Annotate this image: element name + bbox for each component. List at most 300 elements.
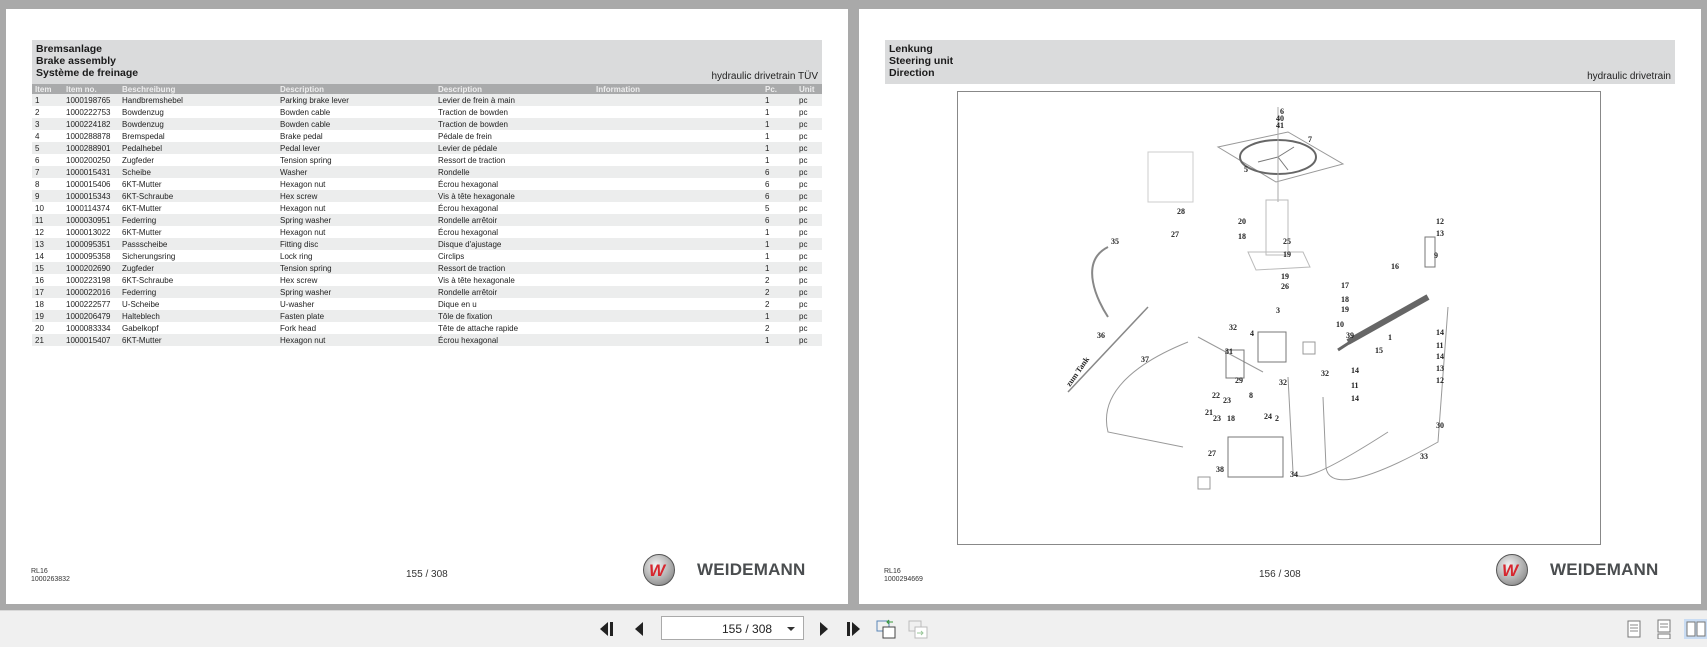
next-page-icon	[814, 619, 834, 639]
svg-text:15: 15	[1375, 346, 1383, 355]
svg-text:32: 32	[1279, 378, 1287, 387]
name-french: Vis à tête hexagonale	[435, 274, 593, 286]
name-german: Federring	[119, 286, 277, 298]
part-number: 1000222577	[63, 298, 119, 310]
quantity: 1	[759, 226, 796, 238]
unit: pc	[796, 298, 822, 310]
svg-text:23: 23	[1213, 414, 1221, 423]
name-french: Écrou hexagonal	[435, 226, 593, 238]
svg-text:40: 40	[1276, 114, 1284, 123]
variant-label: hydraulic drivetrain TÜV	[711, 71, 818, 82]
item-number: 7	[32, 166, 63, 178]
information	[593, 154, 759, 166]
section-header	[32, 40, 822, 84]
brand-wordmark: WEIDEMANN	[697, 560, 806, 579]
name-german: U-Scheibe	[119, 298, 277, 310]
part-number: 1000288901	[63, 142, 119, 154]
table-row	[32, 94, 822, 106]
part-number: 1000013022	[63, 226, 119, 238]
first-page-button[interactable]	[598, 619, 618, 639]
name-english: Hexagon nut	[277, 202, 435, 214]
last-page-icon	[843, 619, 863, 639]
svg-text:10: 10	[1336, 320, 1344, 329]
part-number: 1000288878	[63, 130, 119, 142]
information	[593, 322, 759, 334]
unit: pc	[796, 154, 822, 166]
name-german: 6KT-Schraube	[119, 190, 277, 202]
quantity: 1	[759, 154, 796, 166]
item-number: 10	[32, 202, 63, 214]
name-german: 6KT-Mutter	[119, 202, 277, 214]
name-german: Federring	[119, 214, 277, 226]
svg-text:18: 18	[1238, 232, 1246, 241]
item-number: 12	[32, 226, 63, 238]
name-german: Handbremshebel	[119, 94, 277, 106]
unit: pc	[796, 142, 822, 154]
svg-text:21: 21	[1205, 408, 1213, 417]
part-number: 1000022016	[63, 286, 119, 298]
name-french: Tôle de fixation	[435, 310, 593, 322]
information	[593, 214, 759, 226]
quantity: 1	[759, 262, 796, 274]
first-page-icon	[598, 619, 618, 639]
part-number: 1000015407	[63, 334, 119, 346]
information	[593, 142, 759, 154]
table-row	[32, 106, 822, 118]
unit: pc	[796, 94, 822, 106]
name-english: Hex screw	[277, 190, 435, 202]
quantity: 1	[759, 142, 796, 154]
svg-text:37: 37	[1141, 355, 1149, 364]
svg-text:30: 30	[1436, 421, 1444, 430]
brand-wordmark: WEIDEMANN	[1550, 560, 1659, 579]
section-header	[885, 40, 1675, 84]
item-number: 13	[32, 238, 63, 250]
page-left	[6, 9, 848, 604]
name-french: Rondelle	[435, 166, 593, 178]
part-number: 1000015406	[63, 178, 119, 190]
information	[593, 118, 759, 130]
unit: pc	[796, 310, 822, 322]
table-row	[32, 142, 822, 154]
information	[593, 130, 759, 142]
svg-text:12: 12	[1436, 217, 1444, 226]
information	[593, 226, 759, 238]
name-english: Tension spring	[277, 154, 435, 166]
name-french: Écrou hexagonal	[435, 178, 593, 190]
name-german: Scheibe	[119, 166, 277, 178]
name-english: Hexagon nut	[277, 178, 435, 190]
col-description-fr: Description	[435, 84, 593, 94]
to-tank-label: zum Tank	[1064, 355, 1092, 389]
name-german: Bremspedal	[119, 130, 277, 142]
item-number: 1	[32, 94, 63, 106]
svg-text:32: 32	[1229, 323, 1237, 332]
next-view-icon	[908, 619, 930, 641]
name-english: Hexagon nut	[277, 226, 435, 238]
unit: pc	[796, 334, 822, 346]
svg-text:11: 11	[1436, 341, 1444, 350]
svg-text:3: 3	[1276, 306, 1280, 315]
name-french: Vis à tête hexagonale	[435, 190, 593, 202]
weidemann-logo	[1496, 553, 1686, 587]
name-english: Parking brake lever	[277, 94, 435, 106]
quantity: 1	[759, 310, 796, 322]
name-german: Halteblech	[119, 310, 277, 322]
quantity: 1	[759, 94, 796, 106]
svg-text:6: 6	[1280, 107, 1284, 116]
svg-text:23: 23	[1223, 396, 1231, 405]
svg-text:13: 13	[1436, 229, 1444, 238]
table-row	[32, 154, 822, 166]
variant-label: hydraulic drivetrain	[1587, 71, 1671, 82]
svg-text:22: 22	[1212, 391, 1220, 400]
unit: pc	[796, 214, 822, 226]
svg-text:24: 24	[1264, 412, 1272, 421]
name-english: Tension spring	[277, 262, 435, 274]
quantity: 1	[759, 238, 796, 250]
quantity: 6	[759, 178, 796, 190]
svg-text:1: 1	[1388, 333, 1392, 342]
svg-text:41: 41	[1276, 121, 1284, 130]
unit: pc	[796, 118, 822, 130]
table-row	[32, 322, 822, 334]
svg-text:19: 19	[1281, 272, 1289, 281]
page-number-field[interactable]	[661, 616, 804, 640]
information	[593, 286, 759, 298]
name-english: Bowden cable	[277, 106, 435, 118]
svg-text:17: 17	[1341, 281, 1349, 290]
name-french: Écrou hexagonal	[435, 334, 593, 346]
page-number: 155 / 308	[406, 569, 448, 580]
item-number: 15	[32, 262, 63, 274]
col-unit: Unit	[796, 84, 822, 94]
col-information: Information	[593, 84, 759, 94]
item-number: 5	[32, 142, 63, 154]
col-pc: Pc.	[759, 84, 796, 94]
svg-text:5: 5	[1244, 165, 1248, 174]
table-row	[32, 274, 822, 286]
name-french: Rondelle arrêtoir	[435, 286, 593, 298]
name-english: U-washer	[277, 298, 435, 310]
name-english: Hex screw	[277, 274, 435, 286]
part-number: 1000198765	[63, 94, 119, 106]
part-number: 1000015431	[63, 166, 119, 178]
name-french: Circlips	[435, 250, 593, 262]
page-number-value: 155 / 308	[722, 622, 773, 636]
svg-text:35: 35	[1111, 237, 1119, 246]
name-english: Washer	[277, 166, 435, 178]
svg-text:2: 2	[1275, 414, 1279, 423]
quantity: 2	[759, 286, 796, 298]
svg-text:12: 12	[1436, 376, 1444, 385]
name-english: Hexagon nut	[277, 334, 435, 346]
logo-emblem-icon: W	[1496, 554, 1528, 586]
previous-page-icon	[630, 619, 650, 639]
table-row	[32, 226, 822, 238]
facing-pages-icon	[1684, 619, 1707, 639]
information	[593, 274, 759, 286]
quantity: 1	[759, 334, 796, 346]
table-row	[32, 166, 822, 178]
information	[593, 106, 759, 118]
table-row	[32, 202, 822, 214]
item-number: 14	[32, 250, 63, 262]
svg-text:31: 31	[1225, 347, 1233, 356]
page-right	[859, 9, 1701, 604]
information	[593, 334, 759, 346]
quantity: 6	[759, 190, 796, 202]
svg-text:33: 33	[1420, 452, 1428, 461]
table-row	[32, 310, 822, 322]
item-number: 3	[32, 118, 63, 130]
title-french: Direction	[889, 67, 935, 79]
quantity: 2	[759, 298, 796, 310]
table-row	[32, 262, 822, 274]
table-row	[32, 286, 822, 298]
name-french: Dique en u	[435, 298, 593, 310]
title-german: Bremsanlage	[36, 43, 102, 55]
svg-text:7: 7	[1308, 135, 1312, 144]
part-number: 1000030951	[63, 214, 119, 226]
name-french: Écrou hexagonal	[435, 202, 593, 214]
name-english: Fitting disc	[277, 238, 435, 250]
quantity: 2	[759, 274, 796, 286]
name-french: Ressort de traction	[435, 262, 593, 274]
name-german: Pedalhebel	[119, 142, 277, 154]
name-german: 6KT-Mutter	[119, 334, 277, 346]
title-german: Lenkung	[889, 43, 933, 55]
item-number: 21	[32, 334, 63, 346]
parts-table	[32, 84, 822, 346]
previous-page-button[interactable]	[630, 619, 650, 639]
next-page-button[interactable]	[814, 619, 834, 639]
information	[593, 310, 759, 322]
name-english: Spring washer	[277, 286, 435, 298]
title-english: Brake assembly	[36, 55, 116, 67]
quantity: 6	[759, 214, 796, 226]
name-german: 6KT-Schraube	[119, 274, 277, 286]
svg-text:27: 27	[1171, 230, 1179, 239]
doc-code	[884, 568, 923, 584]
table-row	[32, 178, 822, 190]
name-french: Pédale de frein	[435, 130, 593, 142]
svg-text:19: 19	[1341, 305, 1349, 314]
svg-text:27: 27	[1208, 449, 1216, 458]
item-number: 9	[32, 190, 63, 202]
information	[593, 178, 759, 190]
name-german: Bowdenzug	[119, 118, 277, 130]
part-number: 1000206479	[63, 310, 119, 322]
unit: pc	[796, 286, 822, 298]
svg-text:29: 29	[1235, 376, 1243, 385]
doc-number: 1000294669	[884, 576, 923, 583]
name-german: 6KT-Mutter	[119, 226, 277, 238]
name-english: Fasten plate	[277, 310, 435, 322]
name-french: Traction de bowden	[435, 106, 593, 118]
quantity: 5	[759, 202, 796, 214]
item-number: 6	[32, 154, 63, 166]
svg-text:4: 4	[1250, 329, 1254, 338]
unit: pc	[796, 106, 822, 118]
name-english: Fork head	[277, 322, 435, 334]
part-number: 1000015343	[63, 190, 119, 202]
table-row	[32, 190, 822, 202]
unit: pc	[796, 166, 822, 178]
previous-view-icon	[876, 619, 898, 641]
svg-text:13: 13	[1436, 364, 1444, 373]
svg-text:9: 9	[1434, 251, 1438, 260]
name-german: Sicherungsring	[119, 250, 277, 262]
information	[593, 190, 759, 202]
table-row	[32, 298, 822, 310]
item-number: 19	[32, 310, 63, 322]
quantity: 1	[759, 130, 796, 142]
facing-pages-view-button[interactable]	[1684, 619, 1707, 639]
part-number: 1000095358	[63, 250, 119, 262]
continuous-view-button[interactable]	[1654, 619, 1674, 639]
model-code: RL16	[884, 568, 901, 575]
unit: pc	[796, 238, 822, 250]
part-number: 1000224182	[63, 118, 119, 130]
last-page-button[interactable]	[843, 619, 863, 639]
svg-text:25: 25	[1283, 237, 1291, 246]
quantity: 6	[759, 166, 796, 178]
part-number: 1000222753	[63, 106, 119, 118]
unit: pc	[796, 226, 822, 238]
item-number: 20	[32, 322, 63, 334]
name-german: Zugfeder	[119, 262, 277, 274]
name-french: Tête de attache rapide	[435, 322, 593, 334]
item-number: 17	[32, 286, 63, 298]
part-number: 1000114374	[63, 202, 119, 214]
name-english: Bowden cable	[277, 118, 435, 130]
name-french: Ressort de traction	[435, 154, 593, 166]
information	[593, 166, 759, 178]
quantity: 1	[759, 106, 796, 118]
table-row	[32, 214, 822, 226]
name-english: Spring washer	[277, 214, 435, 226]
svg-text:14: 14	[1351, 394, 1359, 403]
weidemann-logo	[643, 553, 833, 587]
logo-emblem-icon: W	[643, 554, 675, 586]
svg-text:16: 16	[1391, 262, 1399, 271]
name-german: Gabelkopf	[119, 322, 277, 334]
svg-text:8: 8	[1249, 391, 1253, 400]
unit: pc	[796, 202, 822, 214]
table-row	[32, 334, 822, 346]
svg-text:36: 36	[1097, 331, 1105, 340]
svg-text:34: 34	[1290, 470, 1298, 479]
name-german: 6KT-Mutter	[119, 178, 277, 190]
svg-text:14: 14	[1436, 352, 1444, 361]
information	[593, 250, 759, 262]
information	[593, 202, 759, 214]
part-number: 1000200250	[63, 154, 119, 166]
name-english: Lock ring	[277, 250, 435, 262]
item-number: 16	[32, 274, 63, 286]
svg-text:18: 18	[1227, 414, 1235, 423]
unit: pc	[796, 190, 822, 202]
col-beschreibung: Beschreibung	[119, 84, 277, 94]
quantity: 1	[759, 250, 796, 262]
svg-text:32: 32	[1321, 369, 1329, 378]
name-german: Zugfeder	[119, 154, 277, 166]
quantity: 2	[759, 322, 796, 334]
unit: pc	[796, 262, 822, 274]
item-number: 8	[32, 178, 63, 190]
name-french: Traction de bowden	[435, 118, 593, 130]
name-german: Passscheibe	[119, 238, 277, 250]
model-code: RL16	[31, 568, 48, 575]
name-french: Levier de frein à main	[435, 94, 593, 106]
doc-number: 1000263832	[31, 576, 70, 583]
svg-text:19: 19	[1283, 250, 1291, 259]
continuous-page-icon	[1654, 619, 1674, 639]
quantity: 1	[759, 118, 796, 130]
item-number: 11	[32, 214, 63, 226]
item-number: 18	[32, 298, 63, 310]
part-number: 1000202690	[63, 262, 119, 274]
unit: pc	[796, 250, 822, 262]
name-french: Levier de pédale	[435, 142, 593, 154]
name-english: Pedal lever	[277, 142, 435, 154]
diagram-drawing	[958, 92, 1600, 544]
name-german: Bowdenzug	[119, 106, 277, 118]
svg-text:14: 14	[1436, 328, 1444, 337]
item-number: 4	[32, 130, 63, 142]
single-page-view-button[interactable]	[1624, 619, 1644, 639]
doc-code	[31, 568, 70, 584]
svg-text:14: 14	[1351, 366, 1359, 375]
table-row	[32, 238, 822, 250]
svg-text:11: 11	[1351, 381, 1359, 390]
svg-text:20: 20	[1238, 217, 1246, 226]
part-number: 1000223198	[63, 274, 119, 286]
col-description-en: Description	[277, 84, 435, 94]
table-header-row	[32, 84, 822, 94]
name-english: Brake pedal	[277, 130, 435, 142]
information	[593, 298, 759, 310]
unit: pc	[796, 322, 822, 334]
unit: pc	[796, 274, 822, 286]
title-french: Système de freinage	[36, 67, 139, 79]
svg-text:39: 39	[1346, 331, 1354, 340]
title-english: Steering unit	[889, 55, 954, 67]
table-row	[32, 250, 822, 262]
single-page-icon	[1624, 619, 1644, 639]
name-french: Rondelle arrêtoir	[435, 214, 593, 226]
svg-text:38: 38	[1216, 465, 1224, 474]
part-number: 1000095351	[63, 238, 119, 250]
information	[593, 94, 759, 106]
col-item: Item	[32, 84, 63, 94]
svg-text:26: 26	[1281, 282, 1289, 291]
next-view-button[interactable]	[908, 619, 928, 639]
page-number: 156 / 308	[1259, 569, 1301, 580]
table-body	[32, 94, 822, 346]
col-item-no: Item no.	[63, 84, 119, 94]
part-number: 1000083334	[63, 322, 119, 334]
svg-text:18: 18	[1341, 295, 1349, 304]
svg-text:28: 28	[1177, 207, 1185, 216]
previous-view-button[interactable]	[876, 619, 896, 639]
chevron-down-icon[interactable]	[787, 627, 795, 631]
information	[593, 238, 759, 250]
table-row	[32, 118, 822, 130]
information	[593, 262, 759, 274]
name-french: Disque d'ajustage	[435, 238, 593, 250]
